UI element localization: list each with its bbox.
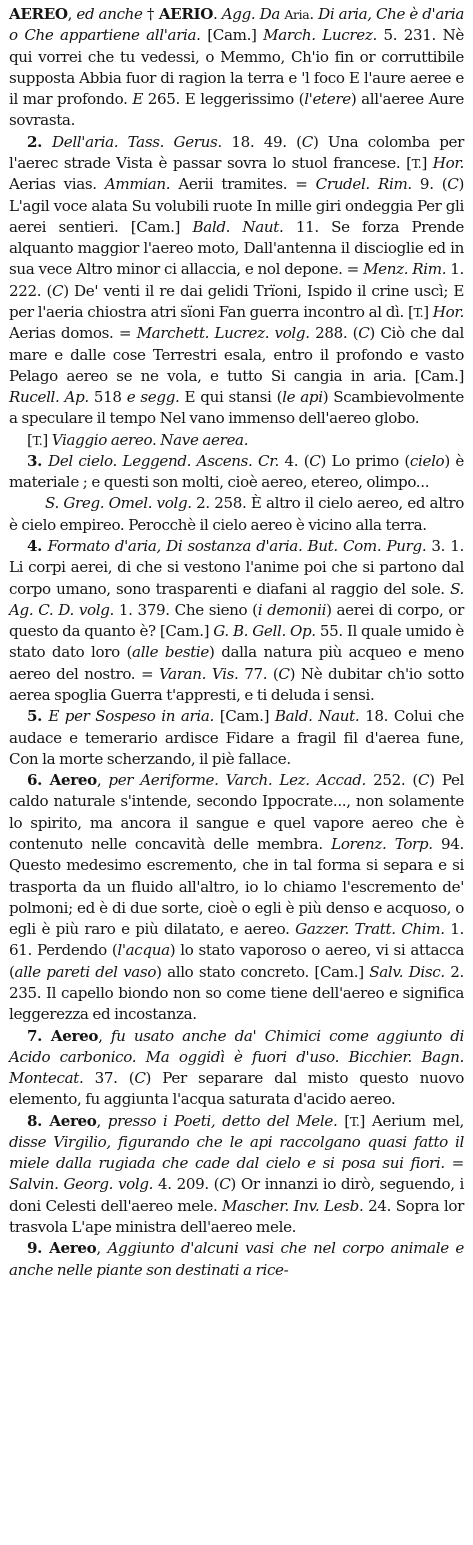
etymon: Aria	[284, 7, 310, 22]
citation-source: Bald. Naut.	[274, 707, 360, 726]
citation-source: Gazzer. Tratt. Chim.	[295, 920, 445, 939]
quotation: 37. (	[83, 1069, 135, 1088]
sense-paragraph	[9, 451, 464, 494]
quotation: ) all'aeree Aure sovrasta.	[9, 90, 464, 130]
quotation: E qui stansi (	[179, 388, 283, 407]
quotation: 4. (	[278, 451, 310, 470]
sense-example-paragraph	[9, 430, 464, 451]
editor-mark: C	[309, 451, 321, 470]
sense-paragraph	[9, 536, 464, 706]
sense-definition: Aggiunto d'alcuni vasi che nel corpo animale e anche nelle piante son destinati a rice-	[9, 1239, 464, 1279]
editor-mark: C	[301, 132, 313, 151]
citation-source: Lorenz. Torp.	[331, 834, 433, 853]
quotation: 18. Colui che audace e temerario ardisce Fidare a fragil fil d'aerea fune, Con la morte scherzando, il piè fallace.	[9, 707, 464, 768]
sense-paragraph	[9, 132, 464, 430]
quotation: 24. Sopra lor trasvola L'ape ministra dell'aereo mele.	[9, 1196, 464, 1237]
quotation: ) Per separare dal misto questo nuovo elemento, fu aggiunta l'acqua saturata d'acido aereo.	[9, 1069, 464, 1109]
sense-number: 2.	[27, 132, 52, 151]
variant-note: ed anche	[76, 5, 143, 23]
quotation: 518	[88, 388, 127, 407]
citation-source: Varan. Vis.	[158, 664, 239, 683]
quotation-paragraph	[9, 493, 464, 536]
text: ]	[42, 430, 52, 449]
sense-headword: 7. Aereo	[27, 1026, 99, 1045]
text: ,	[67, 5, 77, 23]
example: Viaggio aereo. Nave aerea.	[51, 430, 249, 449]
citation-source: e segg.	[126, 388, 180, 407]
text: .	[213, 5, 222, 23]
sense-headword: 6. Aereo	[27, 771, 97, 790]
sense-paragraph	[9, 1026, 464, 1111]
quotation: ) Nè dubitar ch'io sotto aerea spoglia Guerra t'appresti, e ti deluda i sensi.	[9, 664, 464, 704]
sense-definition: E per Sospeso in aria.	[48, 707, 214, 726]
editor-mark: C	[134, 1069, 146, 1088]
sense-number: 4.	[27, 537, 48, 556]
editor-mark: C	[219, 1175, 231, 1194]
citation-source: Salv. Disc.	[369, 962, 445, 981]
entry-heading-paragraph	[9, 4, 464, 132]
quotation: ) aerei di corpo, or questo da quanto è? [Cam.]	[9, 600, 465, 641]
obsolete-mark: †	[142, 5, 159, 23]
quotation: 9. (	[411, 175, 448, 194]
editor-mark: T.	[32, 432, 43, 448]
citation-source: March. Lucrez.	[263, 26, 377, 45]
sense-definition: Del cielo. Leggend. Ascens. Cr.	[48, 451, 279, 470]
citation-source: Ammian.	[104, 175, 171, 194]
editor-mark: T.	[349, 1113, 360, 1129]
sense-definition: per Aeriforme. Varch. Lez. Accad.	[108, 771, 366, 790]
gloss: alle pareti del vaso	[14, 962, 157, 981]
sense-number: 3.	[27, 451, 49, 470]
sense-paragraph	[9, 706, 464, 770]
citation-source: Crudel. Rim.	[315, 175, 412, 194]
editor-mark: T.	[413, 304, 424, 320]
quotation: 252. (	[365, 771, 418, 790]
quotation: 77. (	[238, 664, 279, 683]
quotation: 5. 231. Nè qui vorrei che tu vedessi, o Memmo, Ch'io fin or corruttibile supposta Abbia fuor di ragion la terra e 'l foco E l'aure aeree e il mar profondo.	[9, 26, 464, 109]
sense-paragraph	[9, 1111, 464, 1239]
quotation: ) allo stato concreto. [Cam.]	[156, 962, 370, 981]
citation-source: Hor.	[432, 153, 464, 172]
quotation: ) De' venti il re dai gelidi Trïoni, Ispido il crine uscì; E per l'aeria chiostra atri sïoni Fan guerra incontro al dì. [	[9, 281, 465, 321]
quotation: 11. Se forza Prende alquanto maggior l'aereo moto, Dall'antenna il discioglie ed in sua vece Altro minor ci allaccia, e nol depone. =	[9, 217, 464, 279]
gloss: le api	[282, 388, 323, 407]
quotation: ) Or innanzi io dirò, seguendo, i doni Celesti dell'aereo mele.	[9, 1175, 465, 1215]
sense-definition: Formato d'aria, Di sostanza d'aria. But. Com. Purg.	[47, 537, 427, 556]
sense-headword: 8. Aereo	[27, 1111, 97, 1130]
quotation: Aerii tramites. =	[170, 175, 316, 194]
editor-mark: [Cam.]	[200, 26, 264, 45]
editor-mark: C	[417, 771, 430, 790]
quotation: 265. E leggerissimo (	[143, 90, 305, 109]
headword: AEREO	[9, 5, 68, 23]
editor-mark: T.	[411, 155, 422, 171]
quotation: 55. Il quale umido è stato dato loro (	[9, 622, 464, 662]
editor-mark: [Cam.]	[213, 707, 275, 726]
quotation: 2. 235. Il capello biondo non so come tiene dell'aereo e significa leggerezza ed incostanza.	[9, 962, 464, 1024]
text: [	[27, 430, 33, 449]
quotation: ) Lo primo (	[320, 451, 410, 470]
quotation: ] Aerium mel,	[359, 1111, 464, 1130]
quotation: Aerias vias.	[9, 175, 105, 194]
sense-definition: Dell'aria. Tass. Gerus.	[51, 132, 222, 151]
gloss: l'acqua	[117, 941, 170, 960]
quotation: 94. Questo medesimo escremento, che in tal forma si separa e si trasporta da un fluido all'altro, io lo chiamo l'escremento de' polmoni; ed è di due sorte, cioè o egli è più denso e acquoso, o egli è più raro e più dilatato, e aereo.	[9, 834, 464, 939]
citation-source: Menz. Rim.	[363, 260, 447, 279]
headword-variant: AERIO	[158, 5, 214, 23]
sense-definition: fu usato anche da' Chimici come aggiunto di Acido carbonico. Ma oggidì è fuori d'uso. Bicchier. Bagn. Montecat.	[9, 1026, 465, 1088]
sense-headword: 9. Aereo	[27, 1239, 97, 1258]
editor-mark: C	[52, 281, 64, 300]
citation-source: Salvin. Georg. volg.	[9, 1175, 154, 1194]
quotation: ) dalla natura più acqueo e meno aereo del nostro. =	[9, 643, 464, 683]
sense-paragraph	[9, 770, 464, 1025]
quotation: ) Una colomba per l'aerec strade Vista è passar sovra lo stuol francese. [	[9, 132, 464, 172]
citation-source: Hor.	[432, 302, 464, 321]
citation-source: Rucell. Ap.	[9, 388, 89, 407]
citation-source: Marchett. Lucrez. volg.	[136, 324, 310, 343]
quotation: 288. (	[309, 324, 359, 343]
quotation: Aerias domos. =	[9, 324, 137, 343]
quotation: ) Ciò che dal mare e dalle cose Terrestri esala, entro il profondo e vasto Pelago aereo se ne vola, e tutto Si cangia in aria. [Cam.]	[9, 324, 464, 385]
quotation: 1. 61. Perdendo (	[9, 920, 464, 960]
quotation: ) Pel caldo naturale s'intende, secondo Ippocrate..., non solamente lo spirito, ma ancora il sangue e quel vapore aereo che è contenuto nelle concavità delle membra.	[9, 771, 465, 853]
quotation: ) Scambievolmente a speculare il tempo Nel vano immenso dell'aereo globo.	[9, 388, 464, 428]
text: .	[309, 5, 319, 23]
citation-source: Bald. Naut.	[192, 217, 284, 236]
text: ,	[96, 1239, 108, 1258]
sense-definition: presso i Poeti, detto del Mele.	[107, 1111, 338, 1130]
gloss: i demonii	[257, 600, 327, 619]
quotation: 3. 1. Li corpi aerei, di che si vestono l'anime poi che si partono dal corpo umano, sono trasparenti e diafani al raggio del sole.	[9, 537, 464, 598]
text: ]	[421, 153, 433, 172]
text: [	[337, 1111, 350, 1130]
quotation: 4. 209. (	[153, 1175, 220, 1194]
quotation: ) lo stato vaporoso o aereo, vi si attacca (	[9, 941, 464, 981]
citation-source: G. B. Gell. Op.	[213, 622, 316, 641]
editor-mark: C	[358, 324, 370, 343]
quotation: 18. 49. (	[221, 132, 302, 151]
definition: Di aria, Che è d'aria o Che appartiene all'aria.	[9, 5, 464, 45]
quotation: ) L'agil voce alata Su volubili ruote In mille giri ondeggia Per gli aerei sentieri. [Cam.]	[9, 175, 464, 236]
gloss: cielo	[409, 451, 445, 470]
citation-source: S. Ag. C. D. volg.	[9, 579, 464, 619]
text: ,	[96, 1111, 108, 1130]
citation-source: Mascher. Inv. Lesb.	[222, 1196, 364, 1215]
citation-source: S. Greg. Omel. volg.	[45, 494, 192, 513]
quotation: 1. 222. (	[9, 260, 464, 300]
gloss: alle bestie	[132, 643, 209, 662]
text: ,	[96, 771, 109, 790]
gloss: l'etere	[304, 90, 351, 109]
editor-mark: C	[447, 175, 459, 194]
quotation: ) è materiale ; e questi son molti, cioè aereo, etereo, olimpo...	[9, 451, 464, 492]
sense-number: 5.	[27, 707, 49, 726]
text: =	[444, 1154, 464, 1173]
gloss: disse Virgilio, figurando che le api raccolgano quasi fatto il miele dalla rugiada che cade dal cielo e si posa sui fiori.	[9, 1132, 464, 1173]
grammar-label: Agg. Da	[221, 5, 281, 23]
quotation: 1. 379. Che sieno (	[113, 600, 258, 619]
quotation: 2. 258. È altro il cielo aereo, ed altro è cielo empireo. Perocchè il cielo aereo è vicino alla terra.	[9, 494, 465, 534]
citation-source: E	[132, 90, 143, 109]
text: ]	[423, 302, 433, 321]
editor-mark: C	[278, 664, 290, 683]
sense-paragraph	[9, 1238, 464, 1281]
text: ,	[98, 1026, 111, 1045]
